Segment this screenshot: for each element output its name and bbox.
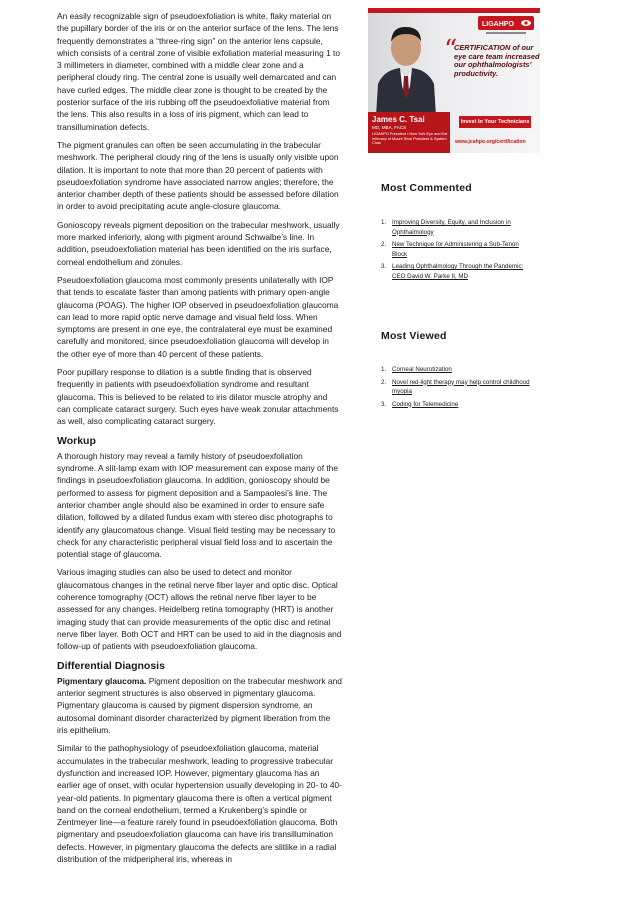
differential-heading: Differential Diagnosis [57,659,165,672]
list-item [381,400,531,410]
list-item [381,218,531,237]
pigmentary-text: Pigment deposition on the trabecular meshwork and anterior segment structures is also observed in pigmentary glaucoma. Pigmentary glaucoma is caused by pigment dispersion syndrome, an autosomal dominant disorder characterized by pigment liberation from the iris epithelium. [57,675,342,736]
ad-bio: LIGAHPO President • New York Eye and Ear Infirmary of Mount Sinai President & System Chair [372,132,448,146]
invest-button[interactable]: Invest In Your Technicians [459,116,531,128]
list-item [381,240,531,259]
most-viewed-link[interactable]: Corneal Neurotization [392,366,452,373]
person-photo [374,18,438,116]
ad-credentials: MD, MBA, FACS [372,125,407,130]
jcahpo-logo [478,16,534,38]
workup-heading: Workup [57,434,96,447]
quote-mark-icon: “ [444,35,458,65]
most-commented-link[interactable]: New Technique for Administering a Sub-Tenon Block [392,241,519,258]
most-viewed-link[interactable]: Novel red-light therapy may help control childhood myopia [392,378,530,395]
list-item [381,365,531,375]
most-viewed-list [381,365,531,412]
list-item [381,378,531,397]
advertisement-banner[interactable] [368,8,540,153]
list-number: 1. [381,366,387,373]
article-paragraph: Similar to the pathophysiology of pseudoexfoliation glaucoma, material accumulates in the trabecular meshwork, leading to progressive trabecular dysfunction and increased IOP. However, pigmentary glaucoma has an earlier age of onset, with ocular hypertension usually developing in 20- to 40-year-old patients. In pigmentary glaucoma there is often a vertical pigment band on the corneal endothelium, termed a Krukenberg’s spindle or Zentmeyer line—a feature rarely found in pseudoexfoliation glaucoma. Both pigmentary and pseudoexfoliation glaucoma can have iris transillumination defects. However, in pigmentary glaucoma the defects are slitlike in a radial distribution of the midperipheral iris, whereas in [57,743,342,864]
list-number: 2. [381,241,387,248]
most-commented-link[interactable]: Improving Diversity, Equity, and Inclusion in Ophthalmology [392,219,511,236]
article-paragraph: Various imaging studies can also be used to detect and monitor glaucomatous changes in the retinal nerve fiber layer and optic disc. Optical coherence tomography (OCT) allows the retinal nerve fiber layer to be assessed for any changes. Heidelberg retina tomography (HRT) is another imaging study that can provide measurements of the optic disc and retinal nerve fiber layer. Both OCT and HRT can be used to aid in the diagnosis and follow-up of patients with pseudoexfoliation glaucoma. [57,567,342,652]
article-paragraph: Gonioscopy reveals pigment deposition on the trabecular meshwork, usually more marked inferiorly, along with pigment around Schwalbe’s line. In addition, pseudoexfoliation material has been identified on the iris surface, corneal endothelium and zonules. [57,219,340,267]
ad-name-box [368,112,450,153]
list-item [381,262,531,281]
article-paragraph: Poor pupillary response to dilation is a subtle finding that is observed frequently in patients with pseudoexfoliation syndrome and resultant glaucoma. This is believed to be related to iris dilator muscle atrophy and can complicate cataract surgery. Such eyes have weak zonular attachments as well, also complicating cataract surgery. [57,367,339,427]
most-viewed-link[interactable]: Coding for Telemedicine [392,400,459,408]
ad-quote: CERTIFICATION of our eye care team increased our ophthalmologists’ productivity. [454,43,540,78]
list-number: 3. [381,400,387,408]
list-number: 1. [381,219,387,226]
article-paragraph [57,675,342,736]
article-paragraph: Pseudoexfoliation glaucoma most commonly presents unilaterally with IOP that tends to escalate faster than among patients with primary open-angle glaucoma (POAG). The higher IOP observed in pseudoexfoliation glaucoma can lead to more rapid optic nerve damage and visual field loss. When symptoms are present in one eye, the contralateral eye must be examined carefully and monitored, since pseudoexfoliation glaucoma will develop in the other eye of more than 40 percent of these patients. [57,274,339,359]
article-paragraph: The pigment granules can often be seen accumulating in the trabecular meshwork. The peripheral cloudy ring of the lens is usually only visible upon dilation. It is important to note that more than 20 percent of patients with pseudoexfoliation syndrome have associated narrow angles; therefore, the anterior chamber depth of these patients should be assessed before dilation in order to avoid precipitating acute angle-closure glaucoma. [57,139,339,212]
most-viewed-heading: Most Viewed [381,330,447,342]
list-number: 3. [381,263,387,270]
most-commented-heading: Most Commented [381,182,472,194]
logo-text: LIGAHPO [482,21,514,28]
list-number: 2. [381,378,387,386]
sidebar [368,8,548,153]
most-commented-list [381,218,531,284]
ad-top-bar [368,8,540,13]
pigmentary-label: Pigmentary glaucoma. [57,675,147,686]
article-paragraph: A thorough history may reveal a family history of pseudoexfoliation syndrome. A slit-lamp exam with IOP measurement can expose many of the findings in pseudoexfoliation glaucoma. In addition, gonioscopy should be performed to assess for pigment deposition and a Sampaolesi’s line. The anterior chamber angle should also be examined in order to ensure safe dilation, followed by a dilated fundus exam with stereo disc photographs to identify any glaucomatous change. Visual field testing may be necessary to check for any characteristic peripheral visual field loss and to ascertain the potential stage of glaucoma. [57,450,338,560]
article-body [57,10,342,871]
article-paragraph: An easily recognizable sign of pseudoexfoliation is white, flaky material on the pupillary border of the iris or on the anterior surface of the lens. The lens frequently demonstrates a “three-ring sign” on the anterior lens capsule, which consists of a central zone of visible exfoliation material measuring 1 to 3 millimeters in diameter, combined with a middle clear zone and a peripheral cloudy ring. The central zone is usually well demarcated and can have curled edges. The middle clear zone is thought to be created by the posterior surface of the iris rubbing off the pseudoexfoliative material from the lens. This also results in a loss of iris pigment, which can lead to transillumination defects. [57,11,341,132]
ad-url-link[interactable]: www.jcahpo.org/certification [455,139,526,145]
ad-person-name: James C. Tsai [372,115,425,124]
most-commented-link[interactable]: Leading Ophthalmology Through the Pandemic: CEO David W. Parke II, MD [392,263,524,280]
